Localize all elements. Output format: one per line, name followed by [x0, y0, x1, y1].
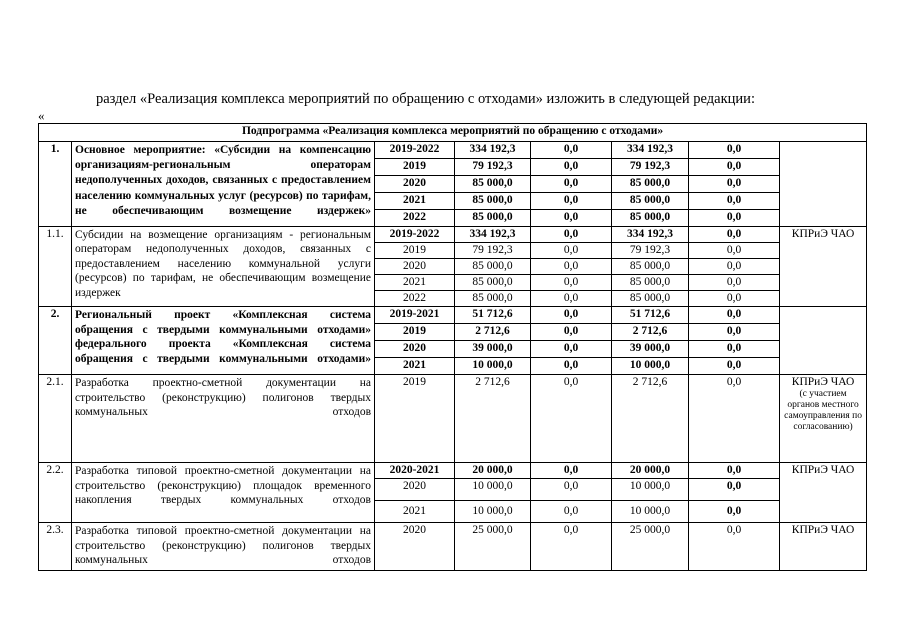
local-cell: 0,0 [689, 341, 780, 358]
local-cell: 0,0 [689, 375, 780, 463]
okrug-cell: 39 000,0 [612, 341, 689, 358]
local-cell: 0,0 [689, 259, 780, 275]
total-cell: 79 192,3 [455, 243, 531, 259]
row-description: Разработка типовой проектно-сметной документации на строительство (реконструкцию) площадок временного накопления твердых коммунальных отходов [72, 463, 375, 523]
year-cell: 2020 [375, 259, 455, 275]
local-cell: 0,0 [689, 463, 780, 479]
total-cell: 51 712,6 [455, 307, 531, 324]
year-cell: 2019 [375, 324, 455, 341]
federal-cell: 0,0 [531, 479, 612, 501]
okrug-cell: 85 000,0 [612, 259, 689, 275]
subprogram-table [38, 123, 867, 571]
total-cell: 79 192,3 [455, 159, 531, 176]
local-cell: 0,0 [689, 275, 780, 291]
responsible-cell [780, 375, 867, 463]
year-cell: 2020-2021 [375, 463, 455, 479]
row-description: Региональный проект «Комплексная система обращения с твердыми коммунальными отходами» федерального проекта «Комплексная система обращения с твердыми коммунальными отходами» [72, 307, 375, 375]
federal-cell: 0,0 [531, 463, 612, 479]
local-cell: 0,0 [689, 227, 780, 243]
federal-cell: 0,0 [531, 243, 612, 259]
federal-cell: 0,0 [531, 307, 612, 324]
row-description: Разработка проектно-сметной документации на строительство (реконструкцию) полигонов твердых коммунальных отходов [72, 375, 375, 463]
responsible-cell: КПРиЭ ЧАО [780, 227, 867, 307]
federal-cell: 0,0 [531, 275, 612, 291]
local-cell: 0,0 [689, 159, 780, 176]
okrug-cell: 25 000,0 [612, 523, 689, 571]
federal-cell: 0,0 [531, 176, 612, 193]
year-cell: 2021 [375, 275, 455, 291]
federal-cell: 0,0 [531, 259, 612, 275]
okrug-cell: 334 192,3 [612, 142, 689, 159]
table-row [39, 227, 867, 243]
total-cell: 334 192,3 [455, 142, 531, 159]
table-header-row [39, 124, 867, 142]
okrug-cell: 85 000,0 [612, 193, 689, 210]
year-cell: 2019 [375, 375, 455, 463]
year-cell: 2021 [375, 358, 455, 375]
total-cell: 25 000,0 [455, 523, 531, 571]
row-description: Разработка типовой проектно-сметной документации на строительство (реконструкцию) полигонов твердых коммунальных отходов [72, 523, 375, 571]
subprogram-title: Подпрограмма «Реализация комплекса мероприятий по обращению с отходами» [39, 124, 867, 142]
year-cell: 2021 [375, 501, 455, 523]
federal-cell: 0,0 [531, 341, 612, 358]
year-cell: 2019-2022 [375, 227, 455, 243]
total-cell: 85 000,0 [455, 176, 531, 193]
total-cell: 85 000,0 [455, 210, 531, 227]
year-cell: 2022 [375, 291, 455, 307]
federal-cell: 0,0 [531, 227, 612, 243]
local-cell: 0,0 [689, 358, 780, 375]
local-cell: 0,0 [689, 307, 780, 324]
federal-cell: 0,0 [531, 142, 612, 159]
year-cell: 2019 [375, 159, 455, 176]
total-cell: 85 000,0 [455, 275, 531, 291]
local-cell: 0,0 [689, 142, 780, 159]
okrug-cell: 10 000,0 [612, 358, 689, 375]
okrug-cell: 10 000,0 [612, 479, 689, 501]
row-number: 2.3. [39, 523, 72, 571]
federal-cell: 0,0 [531, 523, 612, 571]
year-cell: 2019-2021 [375, 307, 455, 324]
okrug-cell: 10 000,0 [612, 501, 689, 523]
row-number: 2.1. [39, 375, 72, 463]
intro-text: раздел «Реализация комплекса мероприятий по обращению с отходами» изложить в следующей редакции: [96, 91, 755, 107]
table-row [39, 307, 867, 324]
year-cell: 2022 [375, 210, 455, 227]
row-number: 1. [39, 142, 72, 227]
federal-cell: 0,0 [531, 358, 612, 375]
table-row [39, 523, 867, 571]
okrug-cell: 85 000,0 [612, 210, 689, 227]
federal-cell: 0,0 [531, 291, 612, 307]
total-cell: 85 000,0 [455, 193, 531, 210]
local-cell: 0,0 [689, 176, 780, 193]
total-cell: 10 000,0 [455, 358, 531, 375]
okrug-cell: 2 712,6 [612, 324, 689, 341]
total-cell: 20 000,0 [455, 463, 531, 479]
local-cell: 0,0 [689, 291, 780, 307]
total-cell: 39 000,0 [455, 341, 531, 358]
federal-cell: 0,0 [531, 159, 612, 176]
federal-cell: 0,0 [531, 210, 612, 227]
total-cell: 2 712,6 [455, 324, 531, 341]
responsible-cell [780, 307, 867, 375]
federal-cell: 0,0 [531, 375, 612, 463]
local-cell: 0,0 [689, 193, 780, 210]
federal-cell: 0,0 [531, 324, 612, 341]
okrug-cell: 79 192,3 [612, 159, 689, 176]
year-cell: 2020 [375, 341, 455, 358]
federal-cell: 0,0 [531, 501, 612, 523]
opening-quote-mark: « [38, 108, 45, 123]
local-cell: 0,0 [689, 523, 780, 571]
row-number: 2. [39, 307, 72, 375]
year-cell: 2021 [375, 193, 455, 210]
year-cell: 2020 [375, 523, 455, 571]
okrug-cell: 334 192,3 [612, 227, 689, 243]
local-cell: 0,0 [689, 324, 780, 341]
total-cell: 334 192,3 [455, 227, 531, 243]
total-cell: 2 712,6 [455, 375, 531, 463]
row-number: 1.1. [39, 227, 72, 307]
year-cell: 2019 [375, 243, 455, 259]
year-cell: 2020 [375, 479, 455, 501]
total-cell: 85 000,0 [455, 291, 531, 307]
local-cell: 0,0 [689, 210, 780, 227]
local-cell: 0,0 [689, 243, 780, 259]
total-cell: 85 000,0 [455, 259, 531, 275]
responsible-note: (с участием органов местного самоуправления по согласованию) [784, 389, 862, 432]
okrug-cell: 85 000,0 [612, 176, 689, 193]
okrug-cell: 51 712,6 [612, 307, 689, 324]
year-cell: 2020 [375, 176, 455, 193]
row-description: Субсидии на возмещение организациям - региональным операторам недополученных доходов, связанных с предоставлением населению коммунальной услуги (ресурсов) по тарифам, не обеспечивающим возмещение издержек [72, 227, 375, 307]
federal-cell: 0,0 [531, 193, 612, 210]
total-cell: 10 000,0 [455, 501, 531, 523]
okrug-cell: 20 000,0 [612, 463, 689, 479]
year-cell: 2019-2022 [375, 142, 455, 159]
table-row [39, 375, 867, 463]
okrug-cell: 2 712,6 [612, 375, 689, 463]
okrug-cell: 79 192,3 [612, 243, 689, 259]
local-cell: 0,0 [689, 479, 780, 501]
responsible-cell [780, 142, 867, 227]
responsible-label: КПРиЭ ЧАО [791, 376, 855, 388]
table-row [39, 142, 867, 159]
row-description: Основное мероприятие: «Субсидии на компенсацию организациям-региональным операторам недополученных доходов, связанных с предоставлением населению коммунальных услуг (ресурсов) по тарифам, не обеспечивающим возмещение издержек» [72, 142, 375, 227]
table-row [39, 463, 867, 479]
local-cell: 0,0 [689, 501, 780, 523]
row-number: 2.2. [39, 463, 72, 523]
okrug-cell: 85 000,0 [612, 275, 689, 291]
okrug-cell: 85 000,0 [612, 291, 689, 307]
responsible-cell: КПРиЭ ЧАО [780, 463, 867, 523]
total-cell: 10 000,0 [455, 479, 531, 501]
responsible-cell: КПРиЭ ЧАО [780, 523, 867, 571]
